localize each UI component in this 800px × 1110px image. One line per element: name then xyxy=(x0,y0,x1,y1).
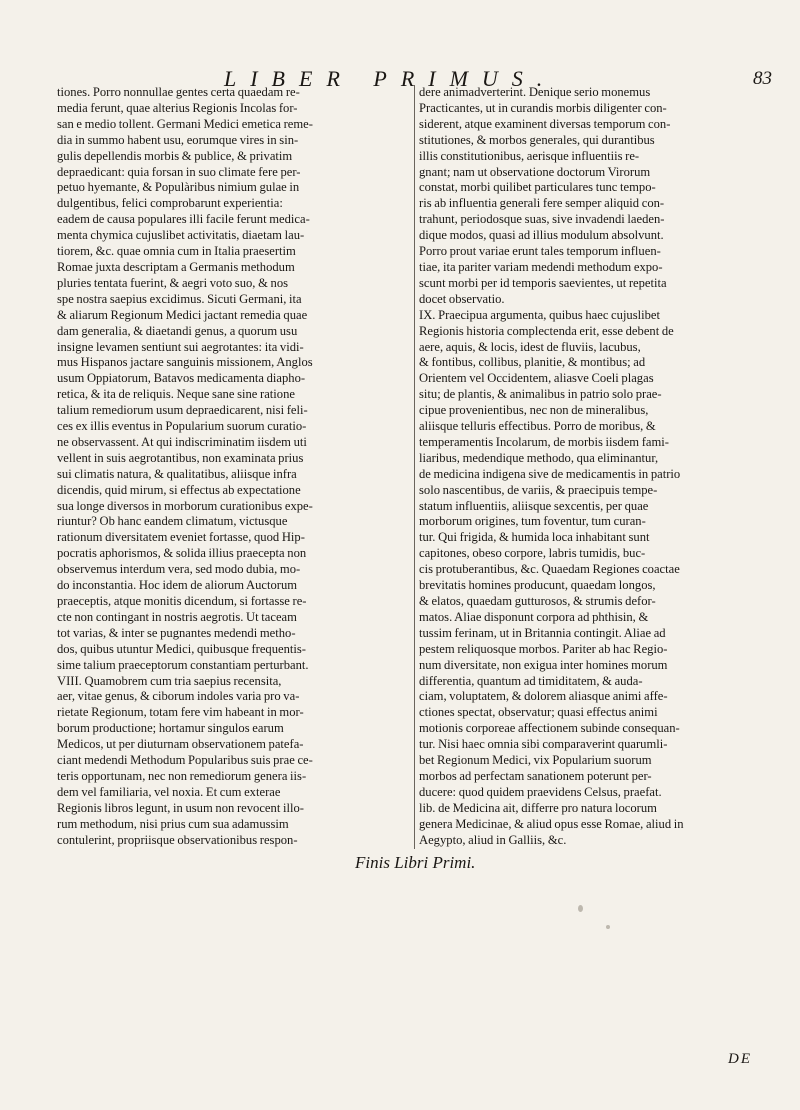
text-line: VIII. Quamobrem cum tria saepius recensita, xyxy=(57,673,282,688)
text-line: dos, quibus utuntur Medici, quibusque frequentis- xyxy=(57,641,306,656)
text-line: dia in summo habent usu, eorumque vires in sin- xyxy=(57,132,299,147)
text-line: aere, aquis, & locis, idest de fluviis, lacubus, xyxy=(419,339,641,354)
text-line: sui climatis natura, & qualitatibus, aliisque infra xyxy=(57,466,297,481)
text-line: Regionis historia complectenda erit, esse debent de xyxy=(419,323,674,338)
text-line: & fontibus, collibus, planitie, & montibus; ad xyxy=(419,355,646,370)
text-line: liaribus, medendique methodo, qua eliminantur, xyxy=(419,450,659,465)
text-line: dem vel familiaria, vel noxia. Et cum exterae xyxy=(57,784,281,799)
text-line: cipue provenientibus, nec non de mineralibus, xyxy=(419,403,649,418)
text-line: Porro prout variae erunt tales temporum influen- xyxy=(419,244,661,259)
text-line: depraedicant: quia forsan in suo climate fere per- xyxy=(57,164,301,179)
text-line: gulis depellendis morbis & publice, & privatim xyxy=(57,148,293,163)
text-line: situ; de plantis, & animalibus in patrio solo prae- xyxy=(419,387,662,402)
text-line: dulgentibus, felici comprobarunt experientia: xyxy=(57,196,283,211)
text-line: insigne levamen sentiunt sui aegrotantes: ita vidi- xyxy=(57,339,304,354)
text-line: rum methodum, nisi prius cum sua adamussim xyxy=(57,816,289,831)
text-line: capitones, obeso corpore, labris tumidis, buc- xyxy=(419,546,646,561)
text-line: do inconstantia. Hoc idem de aliorum Auctorum xyxy=(57,578,298,593)
text-line: praeceptis, atque monitis dicendum, si fortasse re- xyxy=(57,594,307,608)
text-line: trahunt, periodosque suas, sive invadendi laeden- xyxy=(419,212,665,227)
text-line: & elatos, quaedam gutturosos, & strumis defor- xyxy=(419,594,656,608)
text-line: media ferunt, quae alterius Regionis Incolas for- xyxy=(57,100,298,115)
text-line: ris ab influentia generali fere semper aliquid con- xyxy=(419,196,665,211)
text-line: ne observassent. At qui indiscriminatim iisdem uti xyxy=(57,434,307,449)
running-title: LIBER PRIMUS. xyxy=(224,66,557,91)
text-line: differentia, quantum ad timiditatem, & auda- xyxy=(419,673,643,688)
text-line: tiae, ita pariter variam medendi methodum expo- xyxy=(419,259,663,274)
text-line: statum influentiis, aliisque sexcentis, per quae xyxy=(419,498,649,513)
text-line: borum productione; hortamur singulos earum xyxy=(57,721,284,736)
text-line: dere animadverterint. Denique serio monemus xyxy=(419,85,651,99)
text-line: dicendis, quid mirum, si effectus ab expectatione xyxy=(57,482,301,497)
text-line: illis constitutionibus, aerisque influentiis re- xyxy=(419,148,640,163)
text-line: de medicina indigena sive de medicamentis in patrio xyxy=(419,466,681,481)
text-line: gnant; nam ut observatione doctorum Virorum xyxy=(419,164,651,179)
text-line: Orientem vel Occidentem, aliasve Coeli plagas xyxy=(419,371,654,386)
text-line: Medicos, ut per diuturnam observationem patefa- xyxy=(57,737,304,752)
text-line: Regionis libros legunt, in usum non revocent illo- xyxy=(57,800,304,815)
text-line: tiorem, &c. quae omnia cum in Italia praesertim xyxy=(57,244,296,259)
text-line: retica, & ita de reliquis. Neque sane sine ratione xyxy=(57,387,295,402)
text-line: morborum origines, tum foventur, tum curan- xyxy=(419,514,646,529)
text-line: temperamentis Incolarum, de morbis iisdem fami- xyxy=(419,434,670,449)
paper-speck xyxy=(578,905,583,912)
text-line: tur. Qui frigida, & humida loca inhabitant sunt xyxy=(419,530,650,545)
paper-speck xyxy=(606,925,610,929)
text-line: aliisque telluris effectibus. Porro de moribus, & xyxy=(419,419,656,434)
text-line: tussim ferinam, ut in Britannia contingit. Aliae ad xyxy=(419,625,666,640)
text-line: constat, morbi quilibet particulares tunc tempo- xyxy=(419,180,656,195)
text-line: petuo hyemante, & Populàribus nimium gulae in xyxy=(57,180,300,195)
text-line: cis protuberantibus, &c. Quaedam Regiones coactae xyxy=(419,562,680,577)
text-line: num diversitate, non exigua inter homines morum xyxy=(419,657,668,672)
right-text-column xyxy=(414,85,764,849)
text-line: rationum diversitatem eveniet fortasse, quod Hip- xyxy=(57,530,305,545)
text-line: ciant medendi Methodum Popularibus suis prae ce- xyxy=(57,753,313,768)
text-line: aer, vitae genus, & ciborum indoles varia pro va- xyxy=(57,689,300,704)
text-line: lib. de Medicina ait, differre pro natura locorum xyxy=(419,800,657,815)
text-line: motionis corporeae affectionem subinde consequan- xyxy=(419,721,680,736)
text-line: ces ex illis eventus in Popularium suorum curatio- xyxy=(57,419,307,434)
text-line: Practicantes, ut in curandis morbis diligenter con- xyxy=(419,100,667,115)
text-line: ciam, voluptatem, & dolorem aliasque animi affe- xyxy=(419,689,668,704)
colophon: Finis Libri Primi. xyxy=(355,853,476,872)
text-line: cte non contingant in nostris aegrotis. Ut taceam xyxy=(57,609,297,624)
text-line: rietate Regionum, totam fere vim habeant in mor- xyxy=(57,705,304,720)
text-line: ctiones spectat, observatur; quasi effectus animi xyxy=(419,705,658,720)
page-number: 83 xyxy=(753,68,772,89)
text-line: tur. Nisi haec omnia sibi comparaverint quarumli- xyxy=(419,737,668,752)
text-line: usum Oppiatorum, Batavos medicamenta diapho- xyxy=(57,371,306,386)
text-line: sime talium praeceptorum constantiam perturbant. xyxy=(57,657,309,672)
catchword: DE xyxy=(728,1051,752,1067)
text-line: docet observatio. xyxy=(419,291,505,306)
text-line: san e medio tollent. Germani Medici emetica reme- xyxy=(57,116,313,131)
text-line: pestem reliquosque morbos. Pariter ab hac Regio- xyxy=(419,641,668,656)
text-line: eadem de causa populares illi facile ferunt medica- xyxy=(57,212,310,227)
text-line: vellent in suis aegrotantibus, non examinata prius xyxy=(57,450,304,465)
text-line: ducere: quod quidem praevidens Celsus, praefat. xyxy=(419,784,662,799)
text-line: IX. Praecipua argumenta, quibus haec cujuslibet xyxy=(419,307,661,322)
text-line: brevitatis homines producunt, quaedam longos, xyxy=(419,578,656,593)
text-line: pluries tentata fuerint, & aegri voto suo, & nos xyxy=(57,275,289,290)
text-line: tiones. Porro nonnullae gentes certa quaedam re- xyxy=(57,85,300,99)
text-line: dam generalia, & diaetandi genus, a quorum usu xyxy=(57,323,298,338)
text-line: tot varias, & inter se pugnantes medendi metho- xyxy=(57,625,296,640)
text-line: teris opportunam, nec non remediorum genera iis- xyxy=(57,768,307,783)
text-line: menta chymica cujuslibet activitatis, diaetam lau- xyxy=(57,228,305,243)
text-line: scunt morbi per id temporis saevientes, ut repetita xyxy=(419,275,667,290)
left-text-column xyxy=(57,85,402,849)
text-line: morbos ad perfectam sanationem poterunt per- xyxy=(419,768,652,783)
text-line: talium remediorum usum depraedicarent, nisi feli- xyxy=(57,403,308,418)
text-line: sua longe diversos in morborum curationibus expe- xyxy=(57,498,313,513)
text-line: siderent, atque examinent diversas temporum con- xyxy=(419,116,671,131)
text-line: spe nostra saepius excidimus. Sicuti Germani, ita xyxy=(57,291,302,306)
text-line: genera Medicinae, & aliud opus esse Romae, aliud in xyxy=(419,816,684,831)
text-line: Romae juxta descriptam a Germanis methodum xyxy=(57,259,295,274)
text-line: solo nascentibus, de variis, & praecipuis tempe- xyxy=(419,482,658,497)
text-line: & aliarum Regionum Medici jactant remedia quae xyxy=(57,307,308,322)
text-line: matos. Aliae disponunt corpora ad phthisin, & xyxy=(419,609,649,624)
text-line: riuntur? Ob hanc eandem climatum, victusque xyxy=(57,514,288,529)
text-line: observemus interdum vera, sed modo dubia, mo- xyxy=(57,562,301,577)
text-line: bet Regionum Medici, vix Popularium suorum xyxy=(419,753,652,768)
text-line: mus Hispanos jactare sanguinis missionem, Anglos xyxy=(57,355,313,370)
text-line: pocratis aphorismos, & solida illius praecepta non xyxy=(57,546,307,561)
text-line: dique modos, quasi ad illius modulum absolvunt. xyxy=(419,228,664,243)
text-line: contulerint, propriisque observationibus respon- xyxy=(57,832,298,847)
text-line: Aegypto, aliud in Galliis, &c. xyxy=(419,832,567,847)
text-line: stitutiones, & morbos generales, qui durantibus xyxy=(419,132,655,147)
